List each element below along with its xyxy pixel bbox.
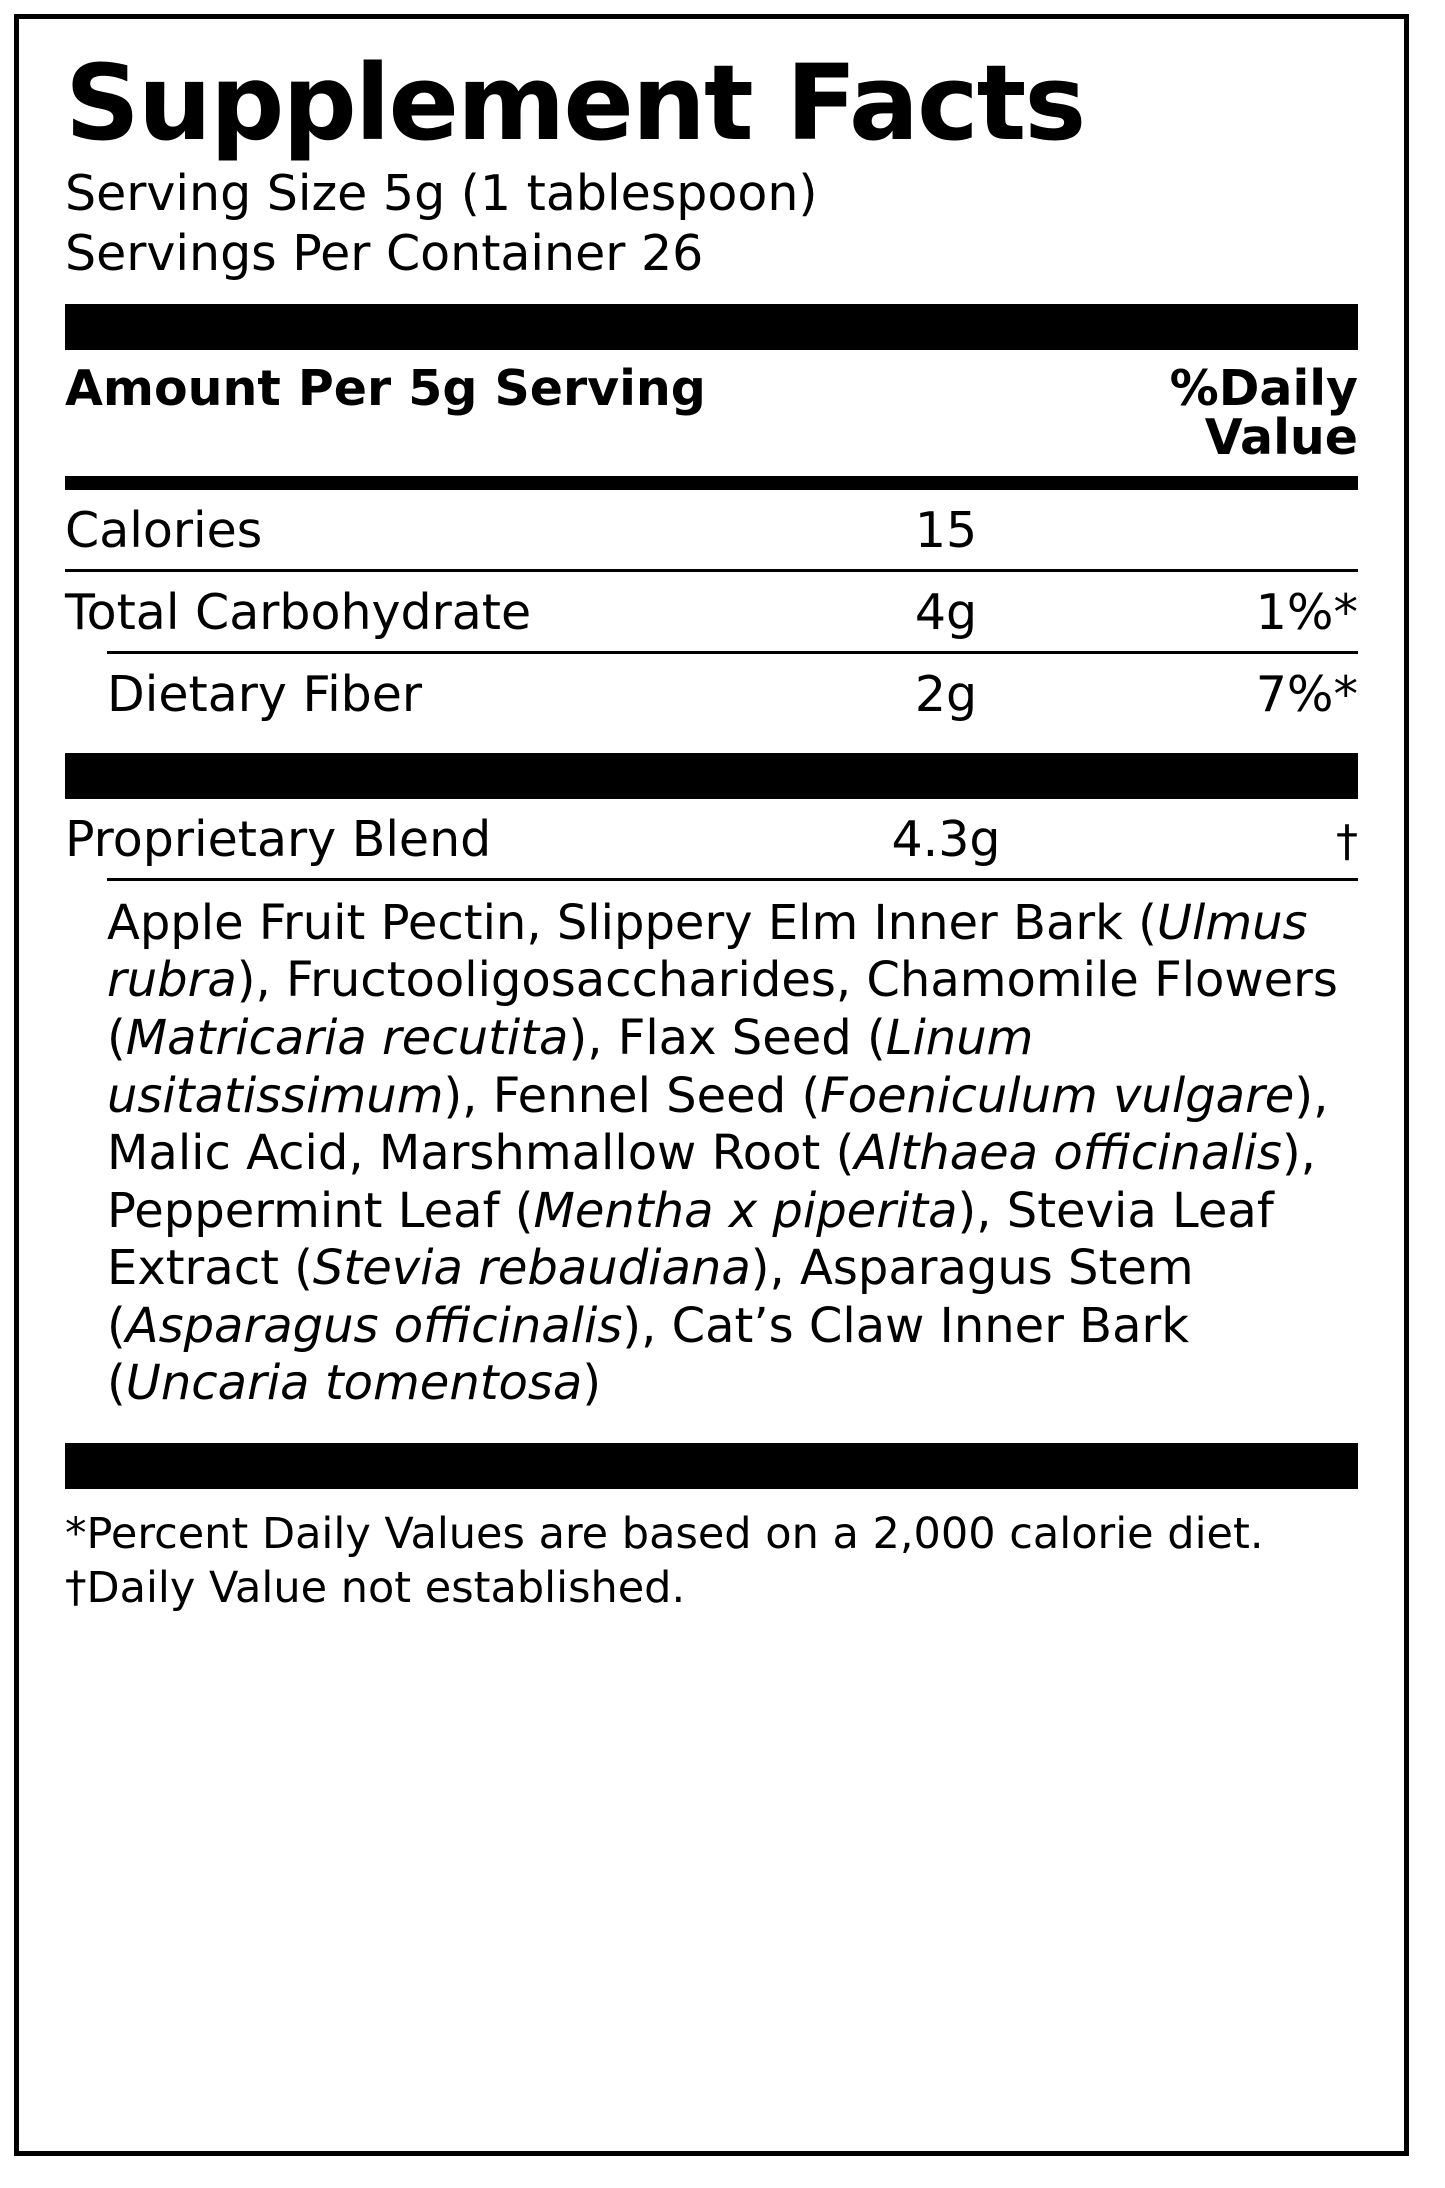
- nutrient-amount: 2g: [914, 665, 978, 723]
- nutrient-dv: 7%*: [1255, 665, 1358, 723]
- daily-value-header: %Daily Value: [1169, 359, 1358, 466]
- table-row: [65, 654, 1358, 733]
- nutrient-name: Total Carbohydrate: [65, 583, 532, 641]
- supplement-facts-panel: [14, 14, 1409, 2156]
- page-title: Supplement Facts: [65, 42, 1085, 164]
- table-header-row: [65, 350, 1358, 476]
- blend-dv-dagger: †: [1336, 815, 1358, 867]
- footnotes: [65, 1489, 1358, 1615]
- amount-per-serving-header: Amount Per 5g Serving: [65, 359, 706, 417]
- table-row: [65, 572, 1358, 651]
- divider-thin-header: [65, 476, 1358, 490]
- nutrient-dv: 1%*: [1255, 583, 1358, 641]
- nutrient-name: Dietary Fiber: [107, 665, 423, 723]
- footnote-dv-not-established: †Daily Value not established.: [65, 1563, 686, 1614]
- ingredients-list: Apple Fruit Pectin, Slippery Elm Inner Bark (Ulmus rubra), Fructooligosaccharides, Chamomile Flowers (Matricaria recutita), Flax Seed (Linum usitatissimum), Fennel Seed (Foeniculum vulgare), Malic Acid, Marshmallow Root (Althaea officinalis), Peppermint Leaf (Mentha x piperita), Stevia Leaf Extract (Stevia rebaudiana), Asparagus Stem (Asparagus officinalis), Cat’s Claw Inner Bark (Uncaria tomentosa): [107, 894, 1338, 1412]
- divider-thick-top: [65, 304, 1358, 350]
- divider-thick-bottom: [65, 1443, 1358, 1489]
- nutrient-amount: 15: [914, 501, 978, 559]
- servings-per-container-text: Servings Per Container 26: [65, 224, 704, 282]
- table-row: [65, 490, 1358, 569]
- proprietary-blend-row: [65, 799, 1358, 878]
- blend-amount: 4.3g: [891, 810, 1001, 868]
- serving-size-text: Serving Size 5g (1 tablespoon): [65, 165, 818, 223]
- nutrient-amount: 4g: [914, 583, 978, 641]
- blend-name: Proprietary Blend: [65, 810, 492, 868]
- divider-thick-middle: [65, 753, 1358, 799]
- footnote-percent-daily-value: *Percent Daily Values are based on a 2,000 calorie diet.: [65, 1509, 1264, 1560]
- nutrient-name: Calories: [65, 501, 263, 559]
